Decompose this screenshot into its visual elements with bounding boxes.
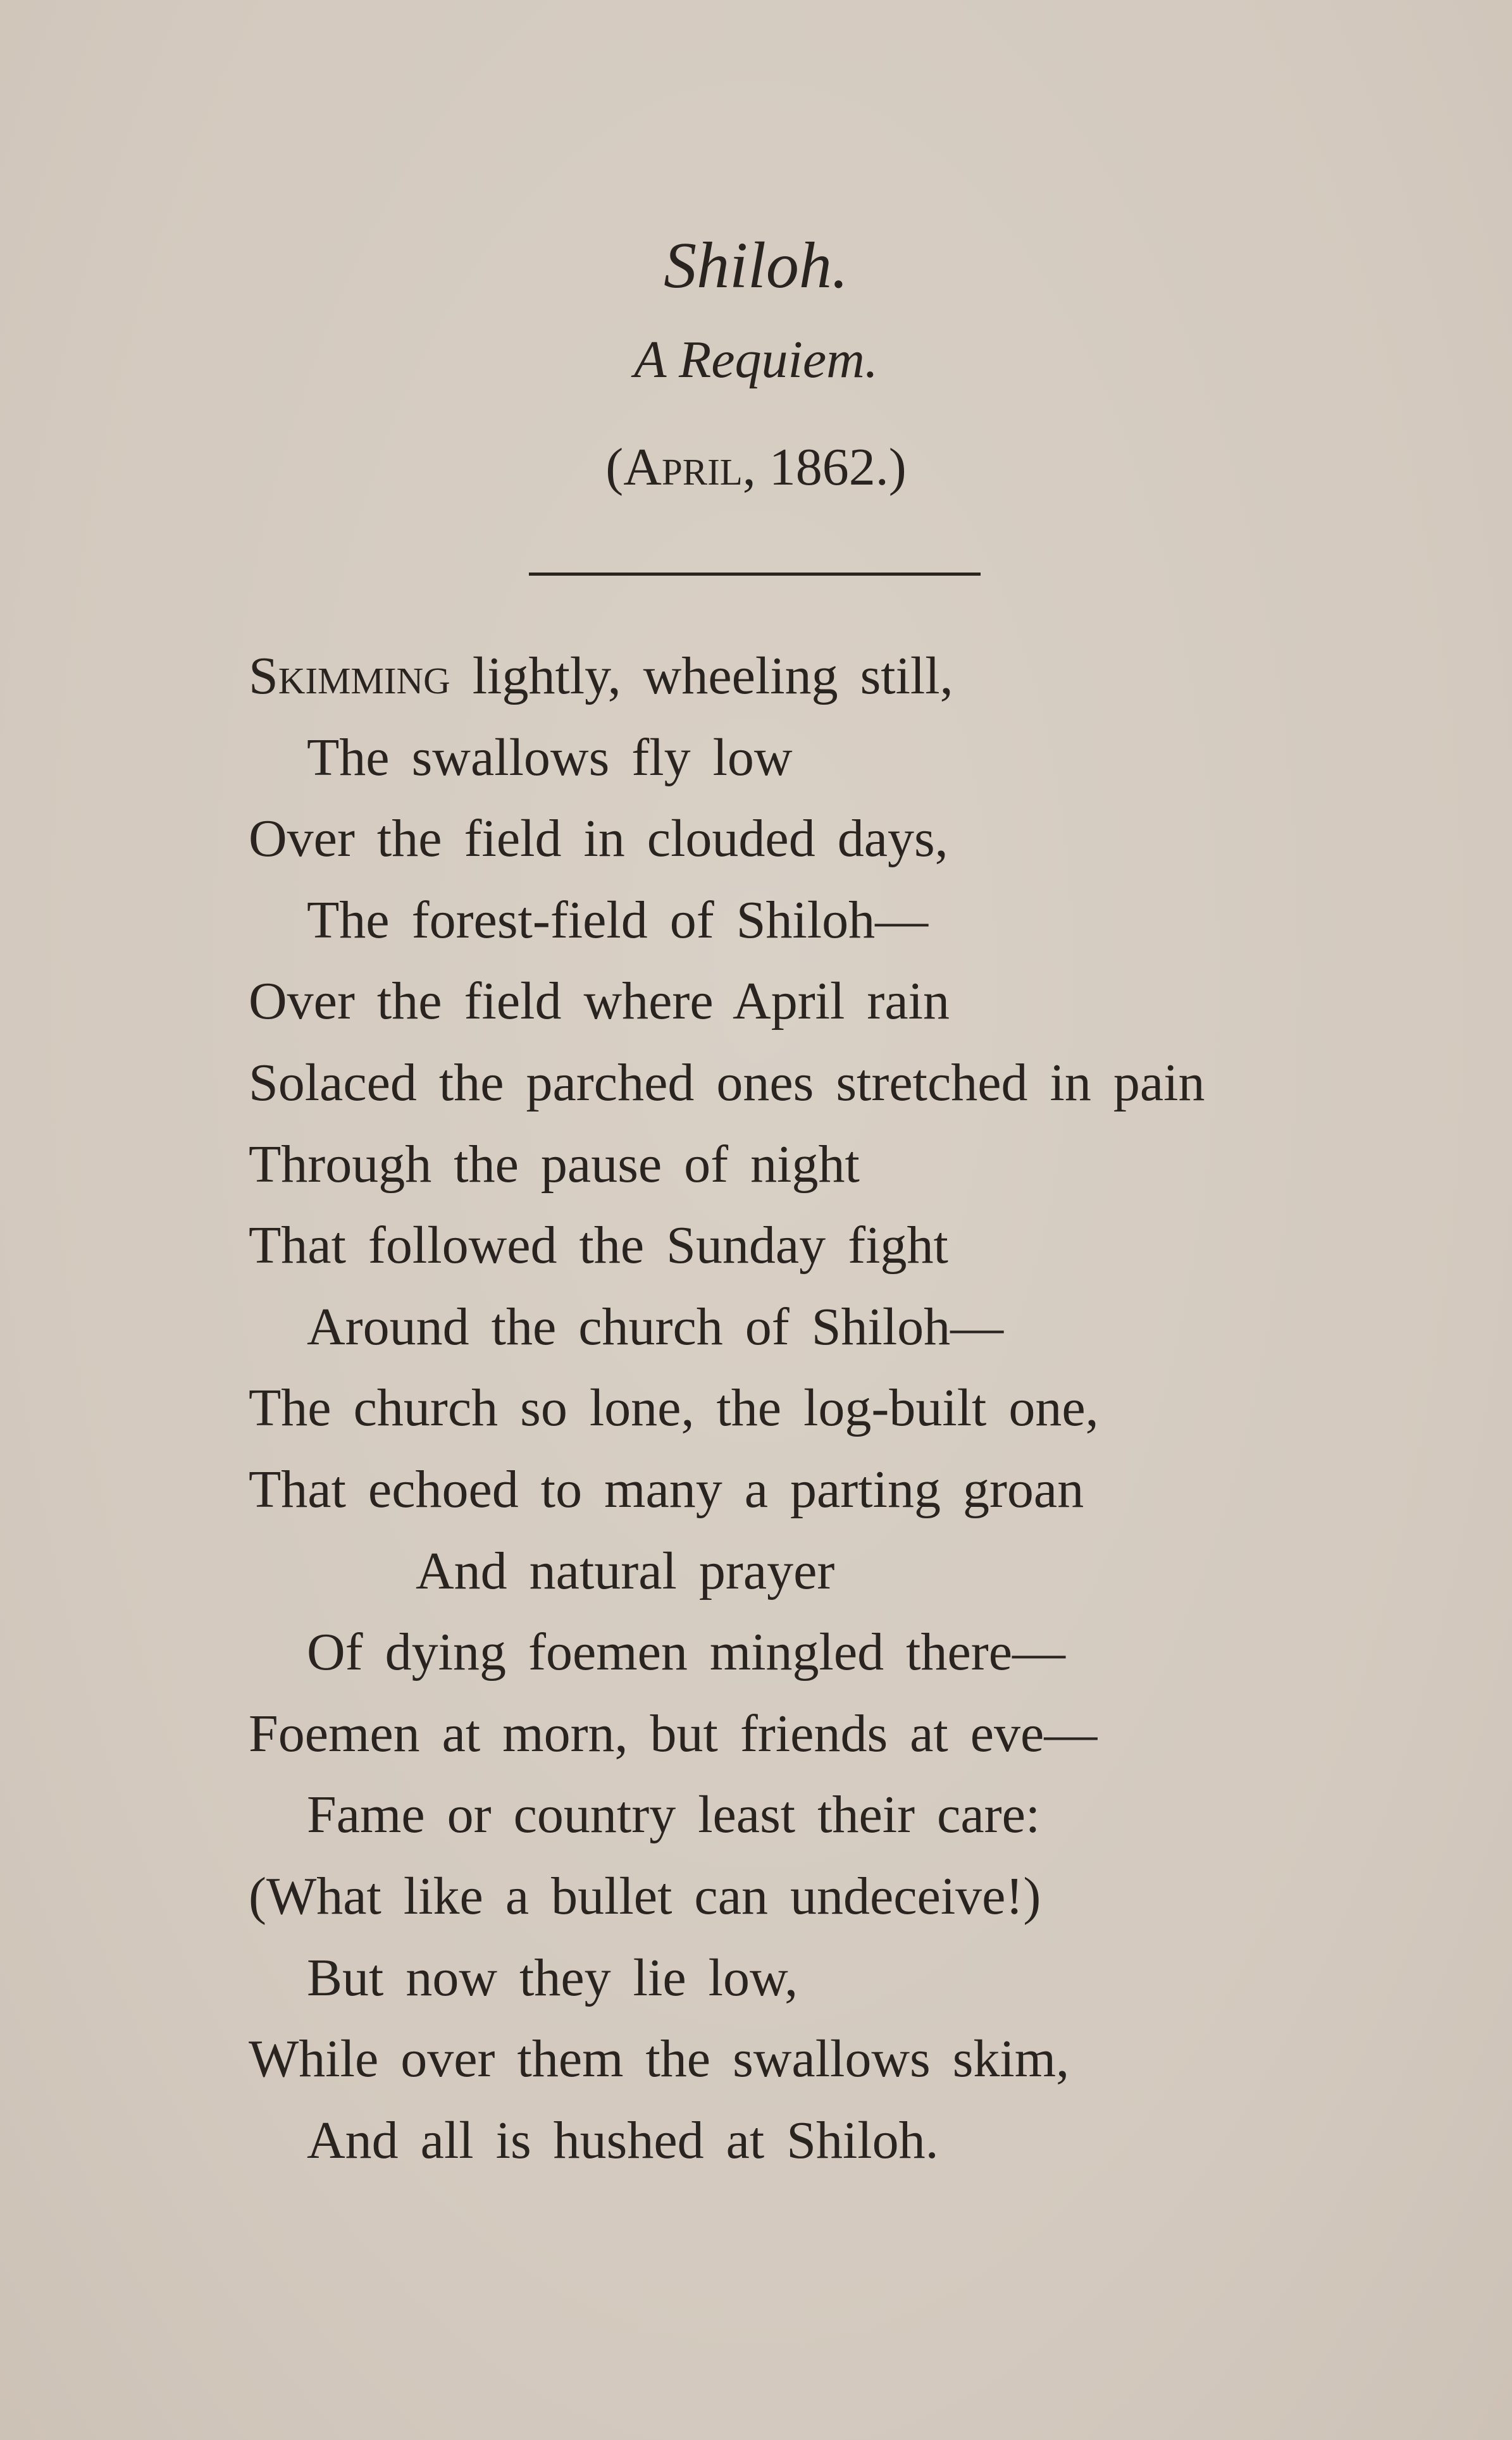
poem-line-text: Foemen at morn, but friends at eve—	[249, 1704, 1098, 1763]
poem-line	[249, 880, 1205, 962]
poem-line-text: But now they lie low,	[307, 1948, 798, 2007]
poem-subtitle: A Requiem.	[634, 330, 878, 389]
poem-line-text: Through the pause of night	[249, 1134, 860, 1194]
poem-line-text: Of dying foemen mingled there—	[307, 1623, 1066, 1682]
title-rule-divider	[529, 573, 981, 576]
poem-line-text: That echoed to many a parting groan	[249, 1459, 1084, 1519]
poem-line	[249, 717, 1205, 799]
poem-line	[249, 1856, 1205, 1938]
poem-line	[249, 1531, 1205, 1613]
poem-line	[249, 2019, 1205, 2100]
poem-line-text: The church so lone, the log-built one,	[249, 1378, 1099, 1438]
poem-line-text: (What like a bullet can undeceive!)	[249, 1866, 1041, 1926]
poem-line	[249, 1612, 1205, 1694]
poem-line-text: Fame or country least their care:	[307, 1785, 1041, 1845]
poem-first-word: Skimming	[249, 647, 450, 705]
poem-line	[249, 961, 1205, 1043]
poem-line-text: While over them the swallows skim,	[249, 2029, 1070, 2089]
poem-line	[249, 1124, 1205, 1206]
poem-line	[249, 1449, 1205, 1531]
poem-line	[249, 1938, 1205, 2019]
poem-title: Shiloh.	[664, 229, 848, 302]
poem-line	[249, 1368, 1205, 1449]
poem-line-text: The forest-field of Shiloh—	[307, 890, 929, 950]
poem-line-text: Solaced the parched ones stretched in pain	[249, 1053, 1205, 1112]
poem-date: (April, 1862.)	[605, 438, 907, 497]
poem-line	[249, 1694, 1205, 1775]
poem-line-text: That followed the Sunday fight	[249, 1216, 948, 1275]
poem-line-text: Over the field where April rain	[249, 972, 950, 1031]
poem-line	[249, 1287, 1205, 1368]
poem-line	[249, 1043, 1205, 1124]
poem-line-text: And natural prayer	[416, 1541, 835, 1601]
poem-line-text: The swallows fly low	[307, 728, 793, 787]
poem-body	[249, 636, 1205, 2181]
poem-line-text: And all is hushed at Shiloh.	[307, 2110, 939, 2170]
poem-line-text: lightly, wheeling still,	[450, 647, 953, 705]
poem-line	[249, 798, 1205, 880]
poem-line-text: Over the field in clouded days,	[249, 809, 948, 869]
poem-line	[249, 2100, 1205, 2182]
poem-line	[249, 1774, 1205, 1856]
poem-line-text: Around the church of Shiloh—	[307, 1297, 1004, 1356]
poem-line	[249, 1205, 1205, 1287]
poem-line	[249, 636, 1205, 717]
